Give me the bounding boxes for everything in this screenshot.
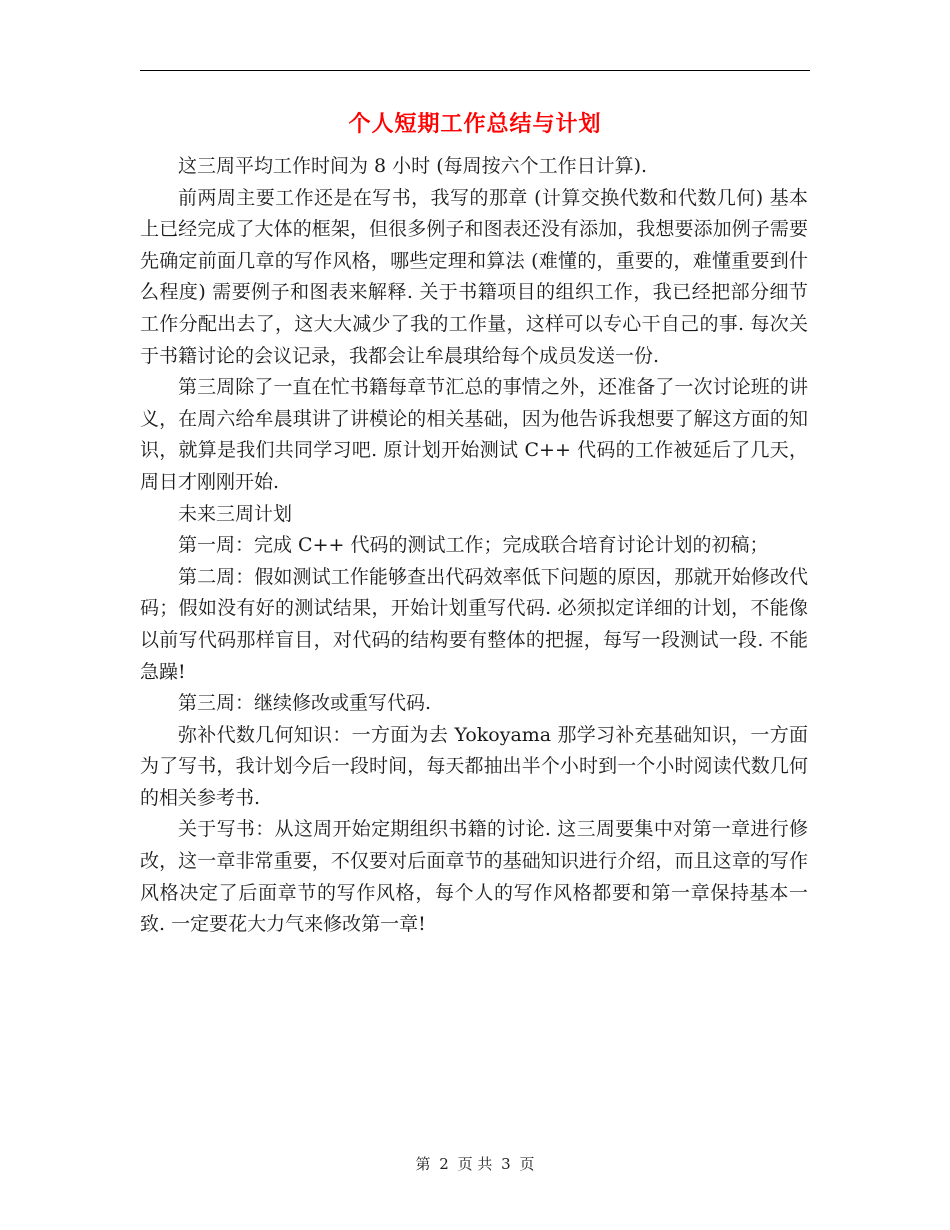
footer-total-pages: 3 [501,1155,511,1173]
paragraph-algebraic-geometry: 弥补代数几何知识：一方面为去 Yokoyama 那学习补充基础知识，一方面为了写书，我计划今后一段时间，每天都抽出半个小时到一个小时阅读代数几何的相关参考书. [140,723,808,809]
document-title: 个人短期工作总结与计划 [348,112,602,137]
header-rule [140,70,810,71]
page-footer [0,1153,950,1174]
footer-prefix: 第 [415,1155,431,1173]
paragraph-plan-heading: 未来三周计划 [178,502,293,525]
footer-current-page: 2 [439,1155,449,1173]
paragraph-plan-week-3: 第三周：继续修改或重写代码. [178,692,432,715]
paragraph-first-two-weeks: 前两周主要工作还是在写书，我写的那章 (计算交换代数和代数几何) 基本上已经完成了大体的框架，但很多例子和图表还没有添加，我想要添加例子需要先确定前面几章的写作风格，哪些定理和算法 (难懂的，重要的，难懂重要到什么程度) 需要例子和图表来解释. 关于书籍项目的组织工作，我已经把部分细节工作分配出去了，这大大减少了我的工作量，这样可以专心干自己的事. 每次关于书籍讨论的会议记录，我都会让牟晨琪给每个成员发送一份. [140,186,808,367]
paragraph-third-week: 第三周除了一直在忙书籍每章节汇总的事情之外，还准备了一次讨论班的讲义，在周六给牟晨琪讲了讲模论的相关基础，因为他告诉我想要了解这方面的知识，就算是我们共同学习吧. 原计划开始测试 C++ 代码的工作被延后了几天，周日才刚刚开始. [140,376,808,493]
paragraph-plan-week-2: 第二周：假如测试工作能够查出代码效率低下问题的原因，那就开始修改代码；假如没有好的测试结果，开始计划重写代码. 必须拟定详细的计划，不能像以前写代码那样盲目，对代码的结构要有整体的把握，每写一段测试一段. 不能急躁! [140,565,808,683]
footer-middle: 页 共 [457,1155,493,1173]
paragraph-plan-week-1: 第一周：完成 C++ 代码的测试工作；完成联合培育讨论计划的初稿； [178,534,769,557]
document-body [140,151,808,941]
paragraph-book-writing: 关于写书：从这周开始定期组织书籍的讨论. 这三周要集中对第一章进行修改，这一章非常重要，不仅要对后面章节的基础知识进行介绍，而且这章的写作风格决定了后面章节的写作风格，每个人的写作风格都要和第一章保持基本一致. 一定要花大力气来修改第一章! [140,818,808,936]
paragraph-work-hours: 这三周平均工作时间为 8 小时 (每周按六个工作日计算). [178,155,648,177]
footer-suffix: 页 [519,1155,535,1173]
